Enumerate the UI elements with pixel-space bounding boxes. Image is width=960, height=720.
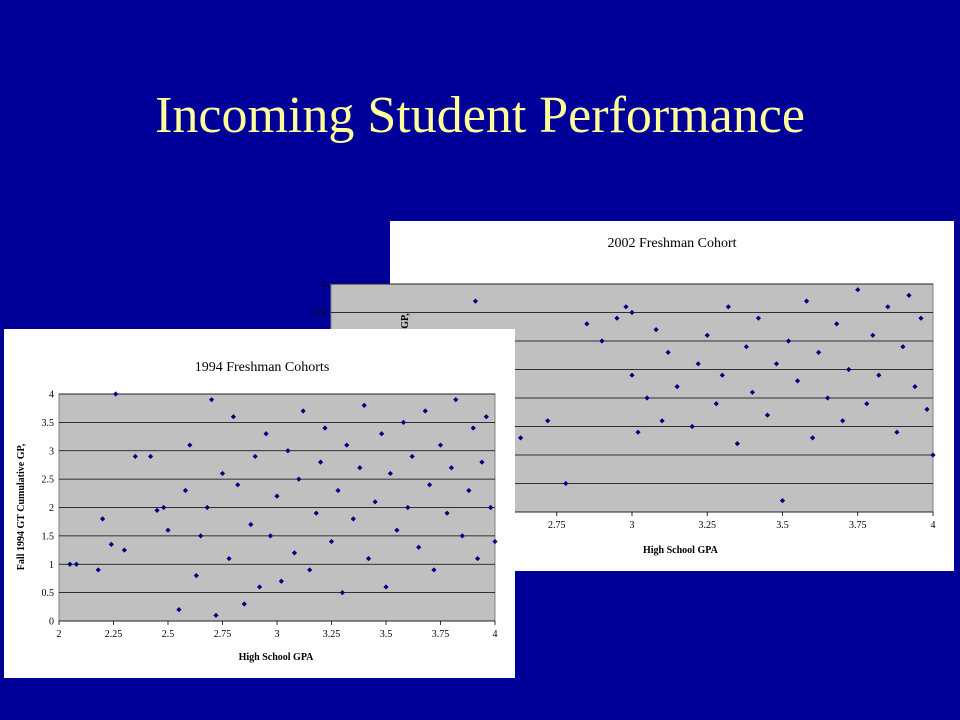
c1994-x-tick-label: 3 xyxy=(274,629,280,640)
c1994-x-tick-label: 2.5 xyxy=(161,629,175,640)
c2002-y-tick-label: 3.5 xyxy=(313,308,326,319)
c1994-y-tick-label: 4 xyxy=(49,389,54,401)
c2002-chart-title: 2002 Freshman Cohort xyxy=(607,236,737,251)
c1994-y-tick-label: 1.5 xyxy=(41,531,54,543)
c1994-x-tick-label: 4 xyxy=(492,629,498,640)
c1994-y-tick-label: 2.5 xyxy=(41,474,54,486)
c2002-x-tick-label: 3.25 xyxy=(698,520,716,531)
c1994-y-tick-label: 3.5 xyxy=(41,417,54,429)
c1994-x-axis-label: High School GPA xyxy=(238,652,314,663)
c1994-y-tick-label: 1 xyxy=(49,559,54,571)
slide-title: Incoming Student Performance xyxy=(155,87,805,144)
c1994-x-tick-label: 2.25 xyxy=(104,629,123,640)
c1994-y-axis-label: Fall 1994 GT Cumulative GP, xyxy=(16,443,27,571)
c2002-y-tick-label: 4 xyxy=(321,279,326,291)
c1994-x-tick-label: 3.5 xyxy=(379,629,393,640)
c2002-x-axis-label: High School GPA xyxy=(643,545,718,556)
c2002-x-tick-label: 3.75 xyxy=(849,520,867,531)
chart-1994-svg xyxy=(4,329,515,678)
c2002-x-tick-label: 3.5 xyxy=(776,520,789,531)
c1994-x-tick-label: 2.75 xyxy=(213,629,232,640)
c2002-y-axis-label: GP, xyxy=(400,313,411,329)
c1994-x-tick-label: 2 xyxy=(56,629,62,640)
c1994-y-tick-label: 0 xyxy=(49,616,54,628)
c2002-x-tick-label: 4 xyxy=(930,520,936,531)
c1994-y-tick-label: 2 xyxy=(49,503,54,514)
c2002-x-tick-label: 2.75 xyxy=(548,520,566,531)
c1994-x-tick-label: 3.75 xyxy=(431,629,450,640)
c1994-y-tick-label: 3 xyxy=(49,446,54,458)
c1994-y-tick-label: 0.5 xyxy=(41,588,54,600)
c2002-x-tick-label: 3 xyxy=(629,520,635,531)
chart-1994-freshman-cohorts xyxy=(4,329,515,678)
c1994-chart-title: 1994 Freshman Cohorts xyxy=(194,360,330,375)
c1994-x-tick-label: 3.25 xyxy=(322,629,341,640)
